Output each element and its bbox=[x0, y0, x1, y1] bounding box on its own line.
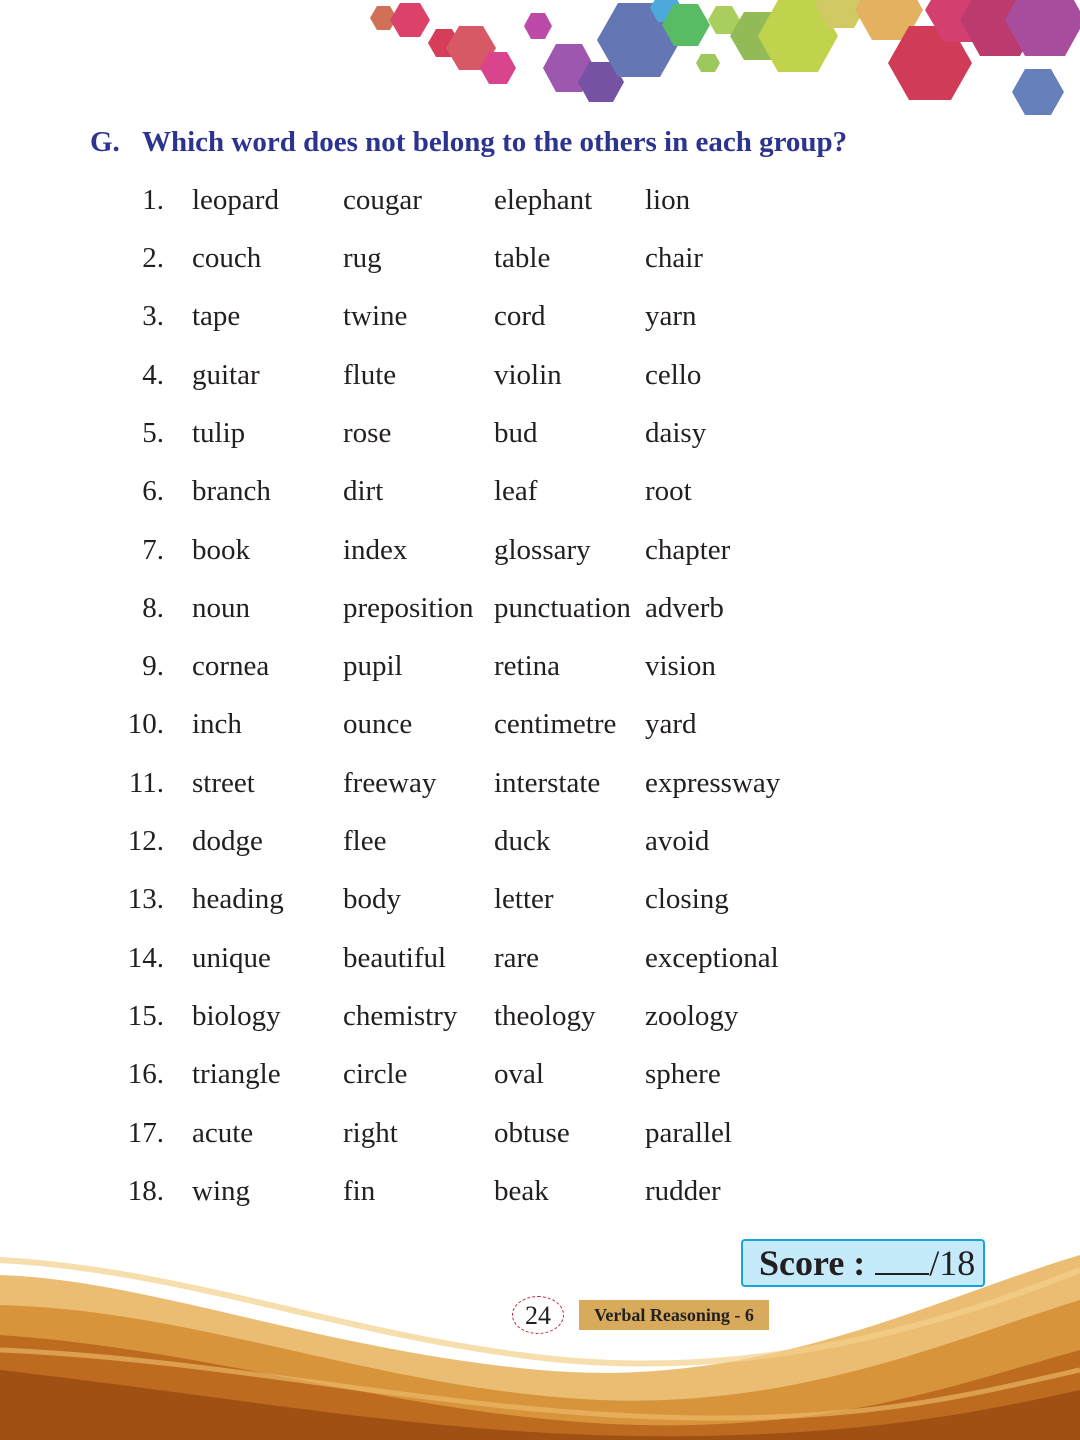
item-number: 10. bbox=[127, 708, 164, 740]
list-item bbox=[0, 359, 1080, 399]
score-blank[interactable] bbox=[875, 1241, 929, 1275]
score-total: /18 bbox=[929, 1243, 976, 1283]
word-option: preposition bbox=[343, 592, 474, 624]
word-option: triangle bbox=[192, 1058, 281, 1090]
word-option: heading bbox=[192, 883, 284, 915]
list-item bbox=[0, 942, 1080, 982]
question-heading bbox=[90, 126, 847, 159]
word-option: rare bbox=[494, 942, 540, 974]
word-option: rug bbox=[343, 242, 382, 274]
word-option: chapter bbox=[645, 534, 731, 566]
score-label: Score : bbox=[759, 1243, 866, 1283]
word-option: fin bbox=[343, 1175, 376, 1207]
word-option: street bbox=[192, 767, 255, 799]
item-number: 8. bbox=[142, 592, 164, 624]
word-option: couch bbox=[192, 242, 262, 274]
word-option: oval bbox=[494, 1058, 544, 1090]
item-number: 1. bbox=[142, 184, 164, 216]
word-option: elephant bbox=[494, 184, 593, 216]
word-option: unique bbox=[192, 942, 271, 974]
list-item bbox=[0, 242, 1080, 282]
list-item bbox=[0, 1117, 1080, 1157]
list-item bbox=[0, 184, 1080, 224]
list-item bbox=[0, 1000, 1080, 1040]
word-option: wing bbox=[192, 1175, 250, 1207]
list-item bbox=[0, 825, 1080, 865]
list-item bbox=[0, 708, 1080, 748]
word-option: leaf bbox=[494, 475, 538, 507]
word-option: flute bbox=[343, 359, 397, 391]
item-number: 3. bbox=[142, 300, 164, 332]
word-option: dodge bbox=[192, 825, 263, 857]
item-number: 12. bbox=[127, 825, 164, 857]
item-number: 9. bbox=[142, 650, 164, 682]
word-option: theology bbox=[494, 1000, 596, 1032]
word-option: sphere bbox=[645, 1058, 721, 1090]
word-option: circle bbox=[343, 1058, 408, 1090]
item-number: 4. bbox=[142, 359, 164, 391]
word-option: cougar bbox=[343, 184, 422, 216]
item-number: 18. bbox=[127, 1175, 164, 1207]
word-option: obtuse bbox=[494, 1117, 570, 1149]
word-option: zoology bbox=[645, 1000, 739, 1032]
list-item bbox=[0, 650, 1080, 690]
word-option: avoid bbox=[645, 825, 710, 857]
word-option: dirt bbox=[343, 475, 384, 507]
book-title: Verbal Reasoning - 6 bbox=[579, 1300, 769, 1330]
word-option: letter bbox=[494, 883, 554, 915]
score-box bbox=[741, 1239, 985, 1287]
word-option: rudder bbox=[645, 1175, 721, 1207]
word-option: root bbox=[645, 475, 692, 507]
list-item bbox=[0, 417, 1080, 457]
list-item bbox=[0, 534, 1080, 574]
word-option: book bbox=[192, 534, 250, 566]
word-option: adverb bbox=[645, 592, 724, 624]
word-option: violin bbox=[494, 359, 562, 391]
word-option: duck bbox=[494, 825, 551, 857]
word-option: chemistry bbox=[343, 1000, 458, 1032]
item-number: 17. bbox=[127, 1117, 164, 1149]
word-option: table bbox=[494, 242, 551, 274]
item-number: 6. bbox=[142, 475, 164, 507]
word-option: yarn bbox=[645, 300, 697, 332]
word-option: index bbox=[343, 534, 408, 566]
word-option: beautiful bbox=[343, 942, 447, 974]
item-number: 15. bbox=[127, 1000, 164, 1032]
word-option: daisy bbox=[645, 417, 707, 449]
list-item bbox=[0, 1175, 1080, 1215]
word-option: cello bbox=[645, 359, 702, 391]
word-option: bud bbox=[494, 417, 538, 449]
word-option: branch bbox=[192, 475, 271, 507]
item-number: 14. bbox=[127, 942, 164, 974]
word-option: vision bbox=[645, 650, 716, 682]
word-option: rose bbox=[343, 417, 392, 449]
page-number: 24 bbox=[512, 1296, 564, 1334]
item-number: 13. bbox=[127, 883, 164, 915]
list-item bbox=[0, 300, 1080, 340]
question-letter: G. bbox=[90, 126, 120, 158]
word-option: yard bbox=[645, 708, 697, 740]
list-item bbox=[0, 883, 1080, 923]
list-item bbox=[0, 592, 1080, 632]
word-option: parallel bbox=[645, 1117, 732, 1149]
word-option: cornea bbox=[192, 650, 270, 682]
word-option: expressway bbox=[645, 767, 781, 799]
list-item bbox=[0, 1058, 1080, 1098]
item-number: 2. bbox=[142, 242, 164, 274]
word-option: retina bbox=[494, 650, 561, 682]
word-option: centimetre bbox=[494, 708, 617, 740]
word-option: punctuation bbox=[494, 592, 631, 624]
list-item bbox=[0, 475, 1080, 515]
word-option: beak bbox=[494, 1175, 549, 1207]
word-option: interstate bbox=[494, 767, 601, 799]
word-option: right bbox=[343, 1117, 398, 1149]
word-option: chair bbox=[645, 242, 703, 274]
word-option: inch bbox=[192, 708, 242, 740]
word-option: tape bbox=[192, 300, 241, 332]
word-option: glossary bbox=[494, 534, 591, 566]
word-option: pupil bbox=[343, 650, 403, 682]
word-option: body bbox=[343, 883, 401, 915]
word-option: twine bbox=[343, 300, 408, 332]
item-number: 16. bbox=[127, 1058, 164, 1090]
list-item bbox=[0, 767, 1080, 807]
item-number: 11. bbox=[128, 767, 164, 799]
word-option: flee bbox=[343, 825, 387, 857]
word-option: closing bbox=[645, 883, 729, 915]
word-option: tulip bbox=[192, 417, 246, 449]
word-option: lion bbox=[645, 184, 691, 216]
word-option: cord bbox=[494, 300, 546, 332]
item-number: 7. bbox=[142, 534, 164, 566]
word-option: ounce bbox=[343, 708, 413, 740]
hexagon-banner-decoration bbox=[0, 0, 1080, 120]
word-option: guitar bbox=[192, 359, 260, 391]
word-option: exceptional bbox=[645, 942, 779, 974]
word-option: noun bbox=[192, 592, 250, 624]
item-number: 5. bbox=[142, 417, 164, 449]
word-option: biology bbox=[192, 1000, 281, 1032]
word-option: acute bbox=[192, 1117, 254, 1149]
question-text: Which word does not belong to the others in each group? bbox=[142, 126, 848, 158]
word-option: freeway bbox=[343, 767, 437, 799]
word-option: leopard bbox=[192, 184, 279, 216]
